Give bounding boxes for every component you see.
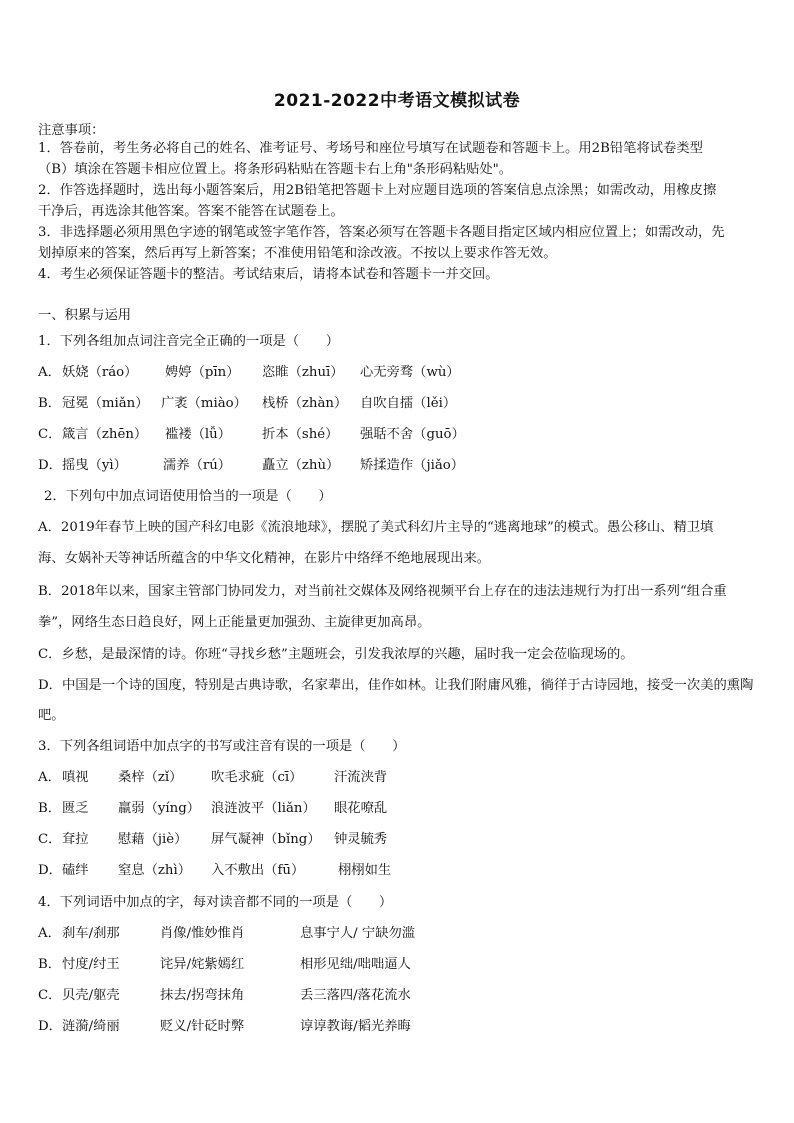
option-item: 汗流浃背	[334, 770, 388, 785]
option-item: 磕绊	[62, 863, 89, 878]
option-item: 抹去/拐弯抹角	[160, 988, 245, 1003]
exam-title: 2021-2022中考语文模拟试卷	[273, 91, 521, 111]
option-item: 嗔视	[62, 770, 89, 785]
option-label: A．	[38, 770, 61, 785]
option-item: 眼花嘹乱	[334, 801, 388, 816]
option-label: C．	[38, 427, 62, 442]
option-item: 吹毛求疵（cī）	[211, 770, 303, 785]
option-item: 屏气凝神（bǐng）	[211, 832, 321, 847]
q1-stem: 1．下列各组加点词注音完全正确的一项是（ ）	[38, 334, 339, 349]
option-line: 中国是一个诗的国度，特别是古典诗歌，名家辈出，佳作如林。让我们附庸风雅，徜徉于古诗园地，接受一次美的熏陶	[61, 678, 754, 693]
option-item: 匮乏	[62, 801, 89, 816]
notice-line: 2．作答选择题时，选出每小题答案后，用2B铅笔把答题卡上对应题目选项的答案信息点涂黑；如需改动，用橡皮擦	[38, 183, 717, 198]
option-item: 丢三落四/落花流水	[300, 988, 411, 1003]
option-text	[38, 582, 760, 602]
option-line: 海、女娲补天等神话所蕴含的中华文化精神，在影片中络绎不绝地展现出来。	[38, 551, 491, 566]
option-item: 褴褛（lǚ）	[165, 427, 232, 442]
option-label: C．	[38, 832, 62, 847]
option-item: 栩栩如生	[338, 863, 392, 878]
option-item: 矗立（zhù）	[262, 458, 340, 473]
notice-heading: 注意事项：	[38, 123, 105, 138]
option-item: 贝壳/躯壳	[62, 988, 120, 1003]
q4-stem: 4．下列词语中加点的字，每对读音都不同的一项是（ ）	[38, 895, 393, 910]
option-item: 窒息（zhì）	[118, 863, 192, 878]
q3-stem: 3．下列各组词语中加点字的书写或注音有误的一项是（ ）	[38, 739, 406, 754]
option-label: B．	[38, 801, 62, 816]
option-label: D．	[38, 863, 62, 878]
option-item: 忖度/纣王	[62, 957, 120, 972]
option-text	[38, 645, 760, 665]
option-item: 摇曳（yì）	[62, 458, 127, 473]
option-item: 息事宁人/ 宁缺勿滥	[300, 926, 416, 941]
option-label: D．	[38, 678, 62, 693]
q2-stem: 2．下列句中加点词语使用恰当的一项是（ ）	[44, 489, 332, 504]
option-item: 恣睢（zhuī）	[262, 365, 344, 380]
option-item: 谆谆教诲/韬光养晦	[300, 1019, 411, 1034]
option-label: A．	[38, 520, 61, 535]
section-heading: 一、积累与运用	[38, 308, 132, 323]
option-item: 强聒不舍（guō）	[360, 427, 465, 442]
option-line: 拳”，网络生态日趋良好，网上正能量更加强劲、主旋律更加高昂。	[38, 615, 431, 630]
option-item: 涟漪/绮丽	[62, 1019, 120, 1034]
notice-line: （B）填涂在答题卡相应位置上。将条形码粘贴在答题卡右上角"条形码粘贴处"。	[38, 162, 513, 177]
option-item: 广袤（miào）	[161, 396, 247, 411]
option-label: A．	[38, 365, 61, 380]
option-item: 入不敷出（fū）	[211, 863, 305, 878]
option-item: 浪涟波平（liǎn）	[211, 801, 316, 816]
option-item: 妖娆（ráo）	[62, 365, 138, 380]
option-item: 折本（shé）	[262, 427, 339, 442]
option-item: 诧异/姹紫嫣红	[160, 957, 245, 972]
notice-line: 4．考生必须保证答题卡的整洁。考试结束后，请将本试卷和答题卡一并交回。	[38, 267, 499, 282]
option-label: C．	[38, 647, 62, 662]
option-item: 钟灵毓秀	[334, 832, 388, 847]
option-item: 相形见绌/咄咄逼人	[300, 957, 411, 972]
option-item: 濡养（rú）	[163, 458, 232, 473]
option-label: B．	[38, 396, 62, 411]
option-item: 贬义/针砭时弊	[160, 1019, 245, 1034]
option-item: 耷拉	[62, 832, 89, 847]
option-text	[38, 518, 760, 538]
option-label: D．	[38, 1019, 62, 1034]
notice-line: 干净后，再选涂其他答案。答案不能答在试题卷上。	[38, 204, 344, 219]
option-item: 肖像/惟妙惟肖	[160, 926, 245, 941]
option-item: 娉婷（pīn）	[165, 365, 240, 380]
option-item: 桑梓（zǐ）	[118, 770, 183, 785]
notice-line: 1．答卷前，考生务必将自己的姓名、准考证号、考场号和座位号填写在试题卷和答题卡上。用2B铅笔将试卷类型	[38, 141, 703, 156]
option-label: A．	[38, 926, 61, 941]
option-line: 2019年春节上映的国产科幻电影《流浪地球》，摆脱了美式科幻片主导的“逃离地球”的模式。愚公移山、精卫填	[60, 520, 714, 535]
option-line: 乡愁，是最深情的诗。你班“寻找乡愁”主题班会，引发我浓厚的兴趣，届时我一定会莅临现场的。	[61, 647, 634, 662]
option-text	[38, 676, 760, 696]
option-label: D．	[38, 458, 62, 473]
option-line: 2018年以来，国家主管部门协同发力，对当前社交媒体及网络视频平台上存在的违法违规行为打出一系列“组合重	[61, 584, 727, 599]
option-label: B．	[38, 584, 62, 599]
option-item: 冠冕（miǎn）	[62, 396, 149, 411]
option-item: 栈桥（zhàn）	[262, 396, 348, 411]
notice-line: 划掉原来的答案，然后再写上新答案；不准使用铅笔和涂改液。不按以上要求作答无效。	[38, 246, 557, 261]
option-item: 慰藉（jiè）	[118, 832, 188, 847]
notice-line: 3．非选择题必须用黑色字迹的钢笔或签字笔作答，答案必须写在答题卡各题目指定区域内相应位置上；如需改动，先	[38, 225, 725, 240]
option-label: C．	[38, 988, 62, 1003]
option-item: 刹车/刹那	[62, 926, 120, 941]
option-item: 矫揉造作（jiǎo）	[360, 458, 465, 473]
option-item: 箴言（zhēn）	[62, 427, 148, 442]
option-line: 吧。	[38, 708, 65, 723]
option-label: B．	[38, 957, 62, 972]
option-item: 羸弱（yíng）	[118, 801, 201, 816]
option-item: 自吹自擂（lěi）	[360, 396, 457, 411]
option-item: 心无旁骛（wù）	[360, 365, 460, 380]
